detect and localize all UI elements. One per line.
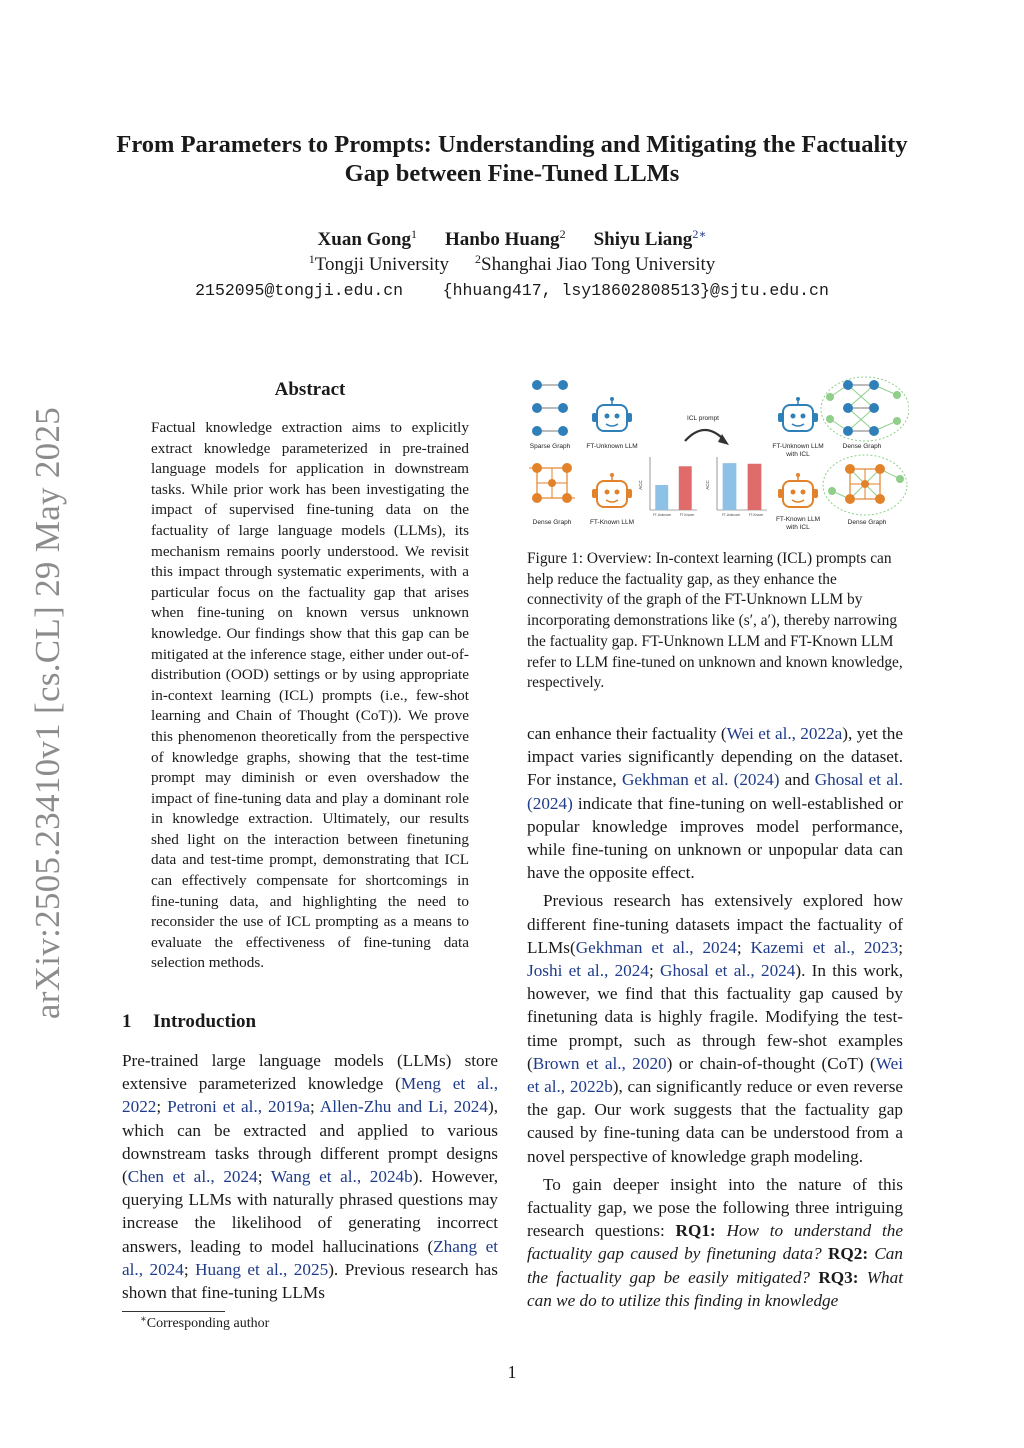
affil-mark: 1: [308, 252, 315, 266]
bar-ft-known: [748, 464, 762, 510]
author-name: Xuan Gong: [317, 229, 411, 250]
citation-link[interactable]: Brown et al., 2020: [532, 1053, 667, 1073]
bar-chart-before-icl: [638, 457, 697, 517]
rq-question: What can we do to utilize this finding in knowledge: [527, 1267, 903, 1310]
bar-ft-unknown: [655, 485, 668, 510]
sparse-graph-diagram: [532, 380, 568, 436]
page-number: 1: [507, 1362, 517, 1382]
section-title: Introduction: [153, 1011, 257, 1032]
text-run: ), which can be extracted and applied to various downstream tasks through different prompt designs (: [122, 1097, 499, 1187]
dense-graph-diagram: [823, 455, 907, 515]
text-run: and: [779, 770, 815, 790]
affil-name: Shanghai Jiao Tong University: [481, 254, 716, 275]
citation-link[interactable]: Gekhman et al. (2024): [621, 770, 780, 790]
title-line-2: Gap between Fine-Tuned LLMs: [344, 160, 680, 187]
label-icl-prompt: ICL prompt: [687, 415, 719, 422]
abstract-heading: Abstract: [274, 379, 346, 400]
chart2-tick-label: FT-Known: [748, 513, 764, 517]
label-ft-unknown: FT-Unknown LLM: [586, 443, 638, 450]
citation-link[interactable]: Huang et al., 2025: [195, 1259, 329, 1279]
rq-question: Can the factuality gap be easily mitigated?: [527, 1244, 903, 1287]
citation-link[interactable]: Ghosal et al., 2024: [660, 961, 796, 981]
paragraph: [527, 722, 903, 884]
paragraph: [527, 889, 903, 1167]
label-dense-graph-bottom-right: Dense Graph: [847, 519, 887, 526]
author-affil-mark: 1: [410, 227, 417, 241]
text-run: ;: [310, 1097, 320, 1117]
paragraph: [527, 1173, 903, 1312]
footnote-text: Corresponding author: [146, 1316, 270, 1331]
chart2-ylabel: ACC: [705, 480, 710, 490]
author-list: [0, 228, 1024, 252]
label-with-icl: with ICL: [786, 524, 810, 531]
rq-question: How to understand the factuality gap caused by finetuning data?: [527, 1221, 904, 1264]
label-ft-unknown-icl: FT-Unknown LLM: [772, 443, 824, 450]
citation-link[interactable]: Kazemi et al., 2023: [750, 937, 899, 957]
text-run: ;: [183, 1259, 196, 1279]
dense-graph-diagram: [529, 463, 575, 503]
rq-label: RQ2:: [821, 1244, 869, 1264]
footnote: [140, 1316, 269, 1332]
text-run: ). In this work, however, we find that this factuality gap caused by finetuning data is highly fragile. Modifying the test-time prompt, such as through few-shot examples (: [527, 961, 903, 1073]
text-run: ). However, querying LLMs with naturally phrased questions may increase the likelihood of generating incorrect answers, leading to model hallucinations (: [122, 1167, 499, 1256]
chart1-ylabel: ACC: [638, 480, 643, 490]
robot-ft-known-icl-icon: [778, 473, 818, 507]
text-run: ), can significantly reduce or even reverse the gap. Our work suggests that the factuality gap caused by fine-tuning data can be understood from a novel perspective of knowledge graph modeling.: [527, 1077, 904, 1166]
author-affil-mark: 2: [559, 227, 566, 241]
footnote-mark: ∗: [140, 1314, 147, 1325]
text-run: ). Previous research has shown that fine-tuning LLMs: [122, 1259, 498, 1303]
text-run: Previous research has extensively explored how different fine-tuning datasets impact the factuality of LLMs(: [527, 891, 903, 957]
arxiv-sidebar: [0, 380, 90, 1040]
arxiv-identifier: arXiv:2505.23410v1 [cs.CL] 29 May 2025: [28, 406, 67, 1020]
bar-ft-unknown: [723, 463, 737, 510]
robot-ft-unknown-icon: [592, 397, 632, 431]
text-run: ;: [648, 961, 661, 981]
section-heading-introduction: [122, 1011, 256, 1033]
citation-link[interactable]: Ghosal et al. (2024): [527, 770, 903, 813]
citation-link[interactable]: Meng et al., 2022: [122, 1074, 498, 1117]
citation-link[interactable]: Petroni et al., 2019a: [167, 1097, 310, 1117]
citation-link[interactable]: Allen-Zhu and Li, 2024: [319, 1097, 488, 1117]
text-run: ;: [898, 937, 903, 957]
text-run: indicate that fine-tuning on well-established or popular knowledge improves model performance, while fine-tuning on unknown or unpopular data can have the opposite effect.: [527, 793, 903, 883]
author-affil-mark: 2∗: [692, 227, 707, 241]
figure-1-overview: [525, 375, 909, 537]
label-ft-known-icl: FT-Known LLM: [775, 516, 821, 523]
bar-chart-after-icl: [705, 457, 767, 517]
citation-link[interactable]: Gekhman et al., 2024: [575, 937, 737, 957]
author-emails: 2152095@tongji.edu.cn {hhuang417, lsy18602808513}@sjtu.edu.cn: [195, 281, 829, 300]
citation-link[interactable]: Zhang et al., 2024: [122, 1236, 498, 1279]
icl-arrow-icon: [685, 430, 725, 441]
text-run: ), yet the impact varies significantly depending on the dataset. For instance,: [527, 724, 903, 790]
chart1-tick-label: FT-Unknown: [652, 513, 672, 517]
figure-1-caption: Figure 1: Overview: In-context learning (ICL) prompts can help reduce the factuality gap, as they enhance the connectivity of the graph of the FT-Unknown LLM by incorporating demonstrations like (s′, a′), thereby narrowing the factuality gap. FT-Unknown LLM and FT-Known LLM refer to LLM fine-tuned on unknown and known knowledge, respectively.: [527, 550, 903, 692]
label-dense-graph-bottom-left: Dense Graph: [532, 519, 572, 526]
affil-mark: 2: [475, 252, 482, 266]
section-number: 1: [122, 1011, 132, 1032]
rq-label: RQ1:: [675, 1221, 716, 1241]
citation-link[interactable]: Chen et al., 2024: [127, 1167, 258, 1187]
bar-ft-known: [679, 466, 692, 510]
paper-title: [100, 130, 924, 188]
affil-name: Tongji University: [314, 254, 450, 275]
introduction-paragraph: [122, 1049, 498, 1304]
text-run: ;: [156, 1097, 168, 1117]
text-run: To gain deeper insight into the nature of this factuality gap, we pose the following three intriguing research questions:: [527, 1174, 903, 1241]
abstract-text: Factual knowledge extraction aims to explicitly extract knowledge parameterized in pre-trained language models for application in downstream tasks. While prior work has been investigating the impact of supervised fine-tuning data on the factuality of large language models (LLMs), its mechanism remains poorly understood. We revisit this impact through systematic experiments, with a particular focus on the factuality gap that arises when fine-tuning on known versus unknown knowledge. Our findings show that this gap can be mitigated at the inference stage, either under out-of-distribution (OOD) settings or by using appropriate in-context learning (ICL) prompts (i.e., few-shot learning and Chain of Thought (CoT)). We prove this phenomenon theoretically from the perspective of knowledge graphs, showing that the test-time prompt may diminish or even overshadow the impact of fine-tuning data and play a dominant role in knowledge extraction. Ultimately, our results shed light on the interaction between finetuning data and test-time prompt, demonstrating that ICL can effectively compensate for shortcomings in fine-tuning data, and highlighting the need to reconsider the use of ICL prompting as a means to evaluate the effectiveness of fine-tuning data selection methods.: [151, 419, 469, 972]
footnote-rule: [122, 1311, 225, 1312]
chart2-tick-label: FT-Unknown: [721, 513, 741, 517]
text-run: ;: [736, 937, 751, 957]
label-with-icl: with ICL: [786, 451, 810, 458]
rq-label: RQ3:: [810, 1267, 859, 1287]
text-run: Pre-trained large language models (LLMs) store extensive parameterized knowledge (: [122, 1051, 498, 1094]
dense-graph-diagram: [821, 377, 909, 441]
text-run: ) or chain-of-thought (CoT) (: [666, 1053, 876, 1073]
affiliations: [0, 253, 1024, 277]
label-sparse-graph: Sparse Graph: [529, 443, 571, 450]
author-name: Shiyu Liang: [593, 229, 693, 250]
citation-link[interactable]: Wei et al., 2022b: [527, 1053, 903, 1097]
text-run: can enhance their factuality (: [527, 724, 727, 743]
author-name: Hanbo Huang: [444, 229, 560, 250]
title-line-1: From Parameters to Prompts: Understanding and Mitigating the Factuality: [116, 131, 908, 158]
label-dense-graph-top-right: Dense Graph: [842, 443, 882, 450]
text-run: ;: [257, 1167, 271, 1187]
chart1-tick-label: FT-Known: [679, 513, 695, 517]
citation-link[interactable]: Wei et al., 2022a: [726, 724, 843, 743]
citation-link[interactable]: Wang et al., 2024b: [270, 1167, 413, 1187]
robot-ft-known-icon: [592, 473, 632, 507]
right-column-text: [527, 722, 903, 1312]
label-ft-known: FT-Known LLM: [589, 519, 635, 526]
robot-ft-unknown-icl-icon: [778, 397, 818, 431]
citation-link[interactable]: Joshi et al., 2024: [527, 961, 649, 981]
